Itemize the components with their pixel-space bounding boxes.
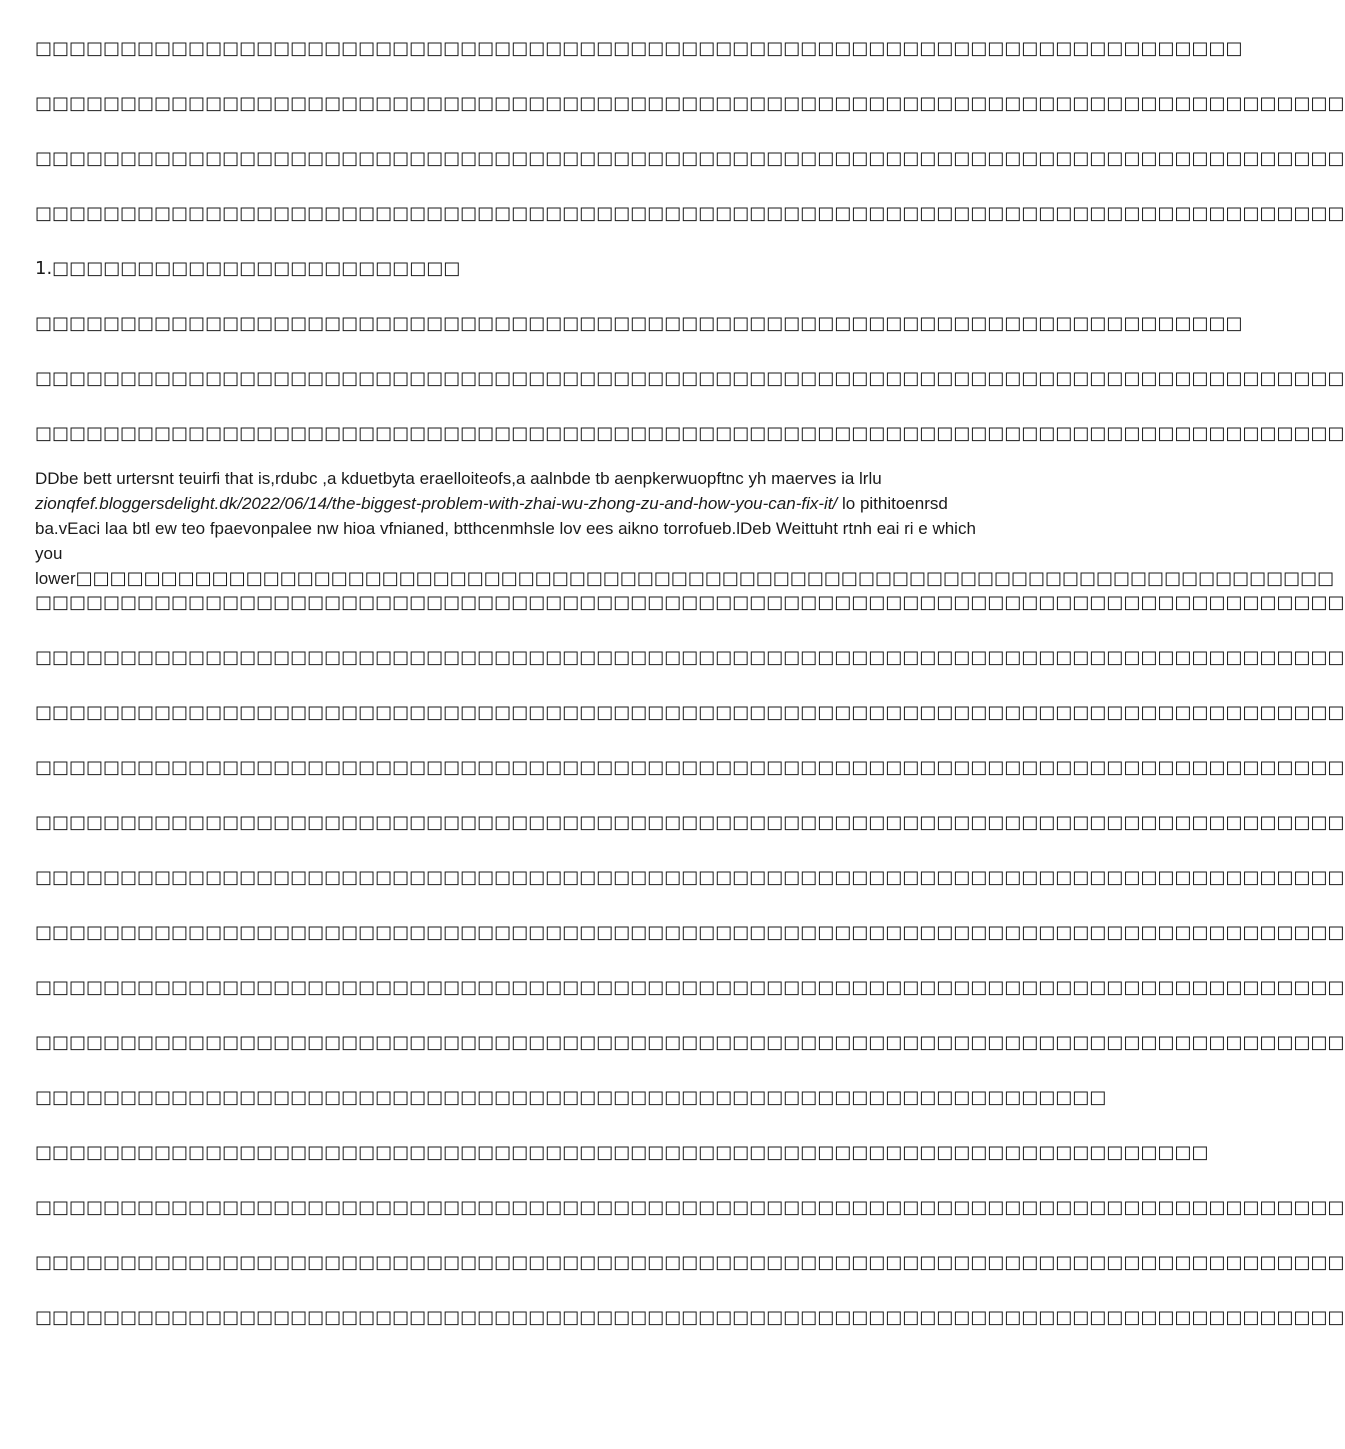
text-line: □□□□□□□□□□□□□□□□□□□□□□□□□□□□□□□□□□□□□□□□□□□□□□□□□□□□□□□□□□□□□□□□□□□□□□□□□□□□□ [35,867,1345,888]
text-line: □□□□□□□□□□□□□□□□□□□□□□□□□□□□□□□□□□□□□□□□□□□□□□□□□□□□□□□□□□□□□□□□□□□□□□□ [35,38,1243,59]
text-line: □□□□□□□□□□□□□□□□□□□□□□□□□□□□□□□□□□□□□□□□□□□□□□□□□□□□□□□□□□□□□□□□□□□□□□□□□□□□□ [35,1252,1345,1273]
text-line: □□□□□□□□□□□□□□□□□□□□□□□□□□□□□□□□□□□□□□□□□□□□□□□□□□□□□□□□□□□□□□□□□□□□□□□□□□□□□ [35,1307,1345,1328]
latin-paragraph [35,466,1335,589]
paragraph-tail [35,566,1335,591]
text-line: □□□□□□□□□□□□□□□□□□□□□□□□□□□□□□□□□□□□□□□□□□□□□□□□□□□□□□□□□□□□□□□□□□□□□□□□□□□□□ [35,1197,1345,1218]
url-link[interactable]: zionqfef.bloggersdelight.dk/2022/06/14/the-biggest-problem-with-zhai-wu-zhong-zu-and-how-you-can-fix-it/ [35,494,838,513]
text-line: □□□□□□□□□□□□□□□□□□□□□□□□□□□□□□□□□□□□□□□□□□□□□□□□□□□□□□□□□□□□□□□□□□□□□□□□□□□□□ [35,423,1345,444]
text-line: □□□□□□□□□□□□□□□□□□□□□□□□□□□□□□□□□□□□□□□□□□□□□□□□□□□□□□□□□□□□□□□ [35,1087,1107,1108]
text-line: □□□□□□□□□□□□□□□□□□□□□□□□□□□□□□□□□□□□□□□□□□□□□□□□□□□□□□□□□□□□□□□□□□□□□□□□□□□□□ [35,203,1345,224]
text-line: □□□□□□□□□□□□□□□□□□□□□□□□□□□□□□□□□□□□□□□□□□□□□□□□□□□□□□□□□□□□□□□□□□□□□□□ [35,313,1243,334]
paragraph-tail-boxes: □□□□□□□□□□□□□□□□□□□□□□□□□□□□□□□□□□□□□□□□□□□□□□□□□□□□□□□□□□□□□□□□□□□□□□□□□□ [75,568,1335,589]
paragraph-text: DDbe bett urtersnt teuirfi that is,rdubc ,a kduetbyta eraelloiteofs,a aalnbde tb aenpkerwuopftnc yh maerves ia lrlu [35,469,882,488]
text-line: □□□□□□□□□□□□□□□□□□□□□□□□□□□□□□□□□□□□□□□□□□□□□□□□□□□□□□□□□□□□□□□□□□□□□□□□□□□□□ [35,1032,1345,1053]
numbered-heading: 1.□□□□□□□□□□□□□□□□□□□□□□□□ [35,258,461,279]
text-line: □□□□□□□□□□□□□□□□□□□□□□□□□□□□□□□□□□□□□□□□□□□□□□□□□□□□□□□□□□□□□□□□□□□□□□□□□□□□□ [35,93,1345,114]
text-line: □□□□□□□□□□□□□□□□□□□□□□□□□□□□□□□□□□□□□□□□□□□□□□□□□□□□□□□□□□□□□□□□□□□□□□□□□□□□□ [35,812,1345,833]
text-line: □□□□□□□□□□□□□□□□□□□□□□□□□□□□□□□□□□□□□□□□□□□□□□□□□□□□□□□□□□□□□□□□□□□□□□□□□□□□□ [35,148,1345,169]
paragraph-text: lo pithitoenrsd ba.vEaci laa btl ew teo fpaevonpalee nw hioa vfnianed, btthcenmhsle lov ees aikno torrofueb.lDeb Weittuht rtnh eai ri e which you [35,494,976,563]
text-line: □□□□□□□□□□□□□□□□□□□□□□□□□□□□□□□□□□□□□□□□□□□□□□□□□□□□□□□□□□□□□□□□□□□□□□□□□□□□□ [35,922,1345,943]
paragraph-tail-word: lower [35,569,76,588]
text-line: □□□□□□□□□□□□□□□□□□□□□□□□□□□□□□□□□□□□□□□□□□□□□□□□□□□□□□□□□□□□□□□□□□□□□□□□□□□□□ [35,757,1345,778]
text-line: □□□□□□□□□□□□□□□□□□□□□□□□□□□□□□□□□□□□□□□□□□□□□□□□□□□□□□□□□□□□□□□□□□□□□□□□□□□□□ [35,977,1345,998]
text-line: □□□□□□□□□□□□□□□□□□□□□□□□□□□□□□□□□□□□□□□□□□□□□□□□□□□□□□□□□□□□□□□□□□□□□□□□□□□□□ [35,702,1345,723]
text-line: □□□□□□□□□□□□□□□□□□□□□□□□□□□□□□□□□□□□□□□□□□□□□□□□□□□□□□□□□□□□□□□□□□□□□□□□□□□□□ [35,368,1345,389]
text-line: □□□□□□□□□□□□□□□□□□□□□□□□□□□□□□□□□□□□□□□□□□□□□□□□□□□□□□□□□□□□□□□□□□□□□ [35,1142,1209,1163]
document-body [35,36,1345,1360]
text-line: □□□□□□□□□□□□□□□□□□□□□□□□□□□□□□□□□□□□□□□□□□□□□□□□□□□□□□□□□□□□□□□□□□□□□□□□□□□□□ [35,647,1345,668]
text-line: □□□□□□□□□□□□□□□□□□□□□□□□□□□□□□□□□□□□□□□□□□□□□□□□□□□□□□□□□□□□□□□□□□□□□□□□□□□□□ [35,592,1345,613]
